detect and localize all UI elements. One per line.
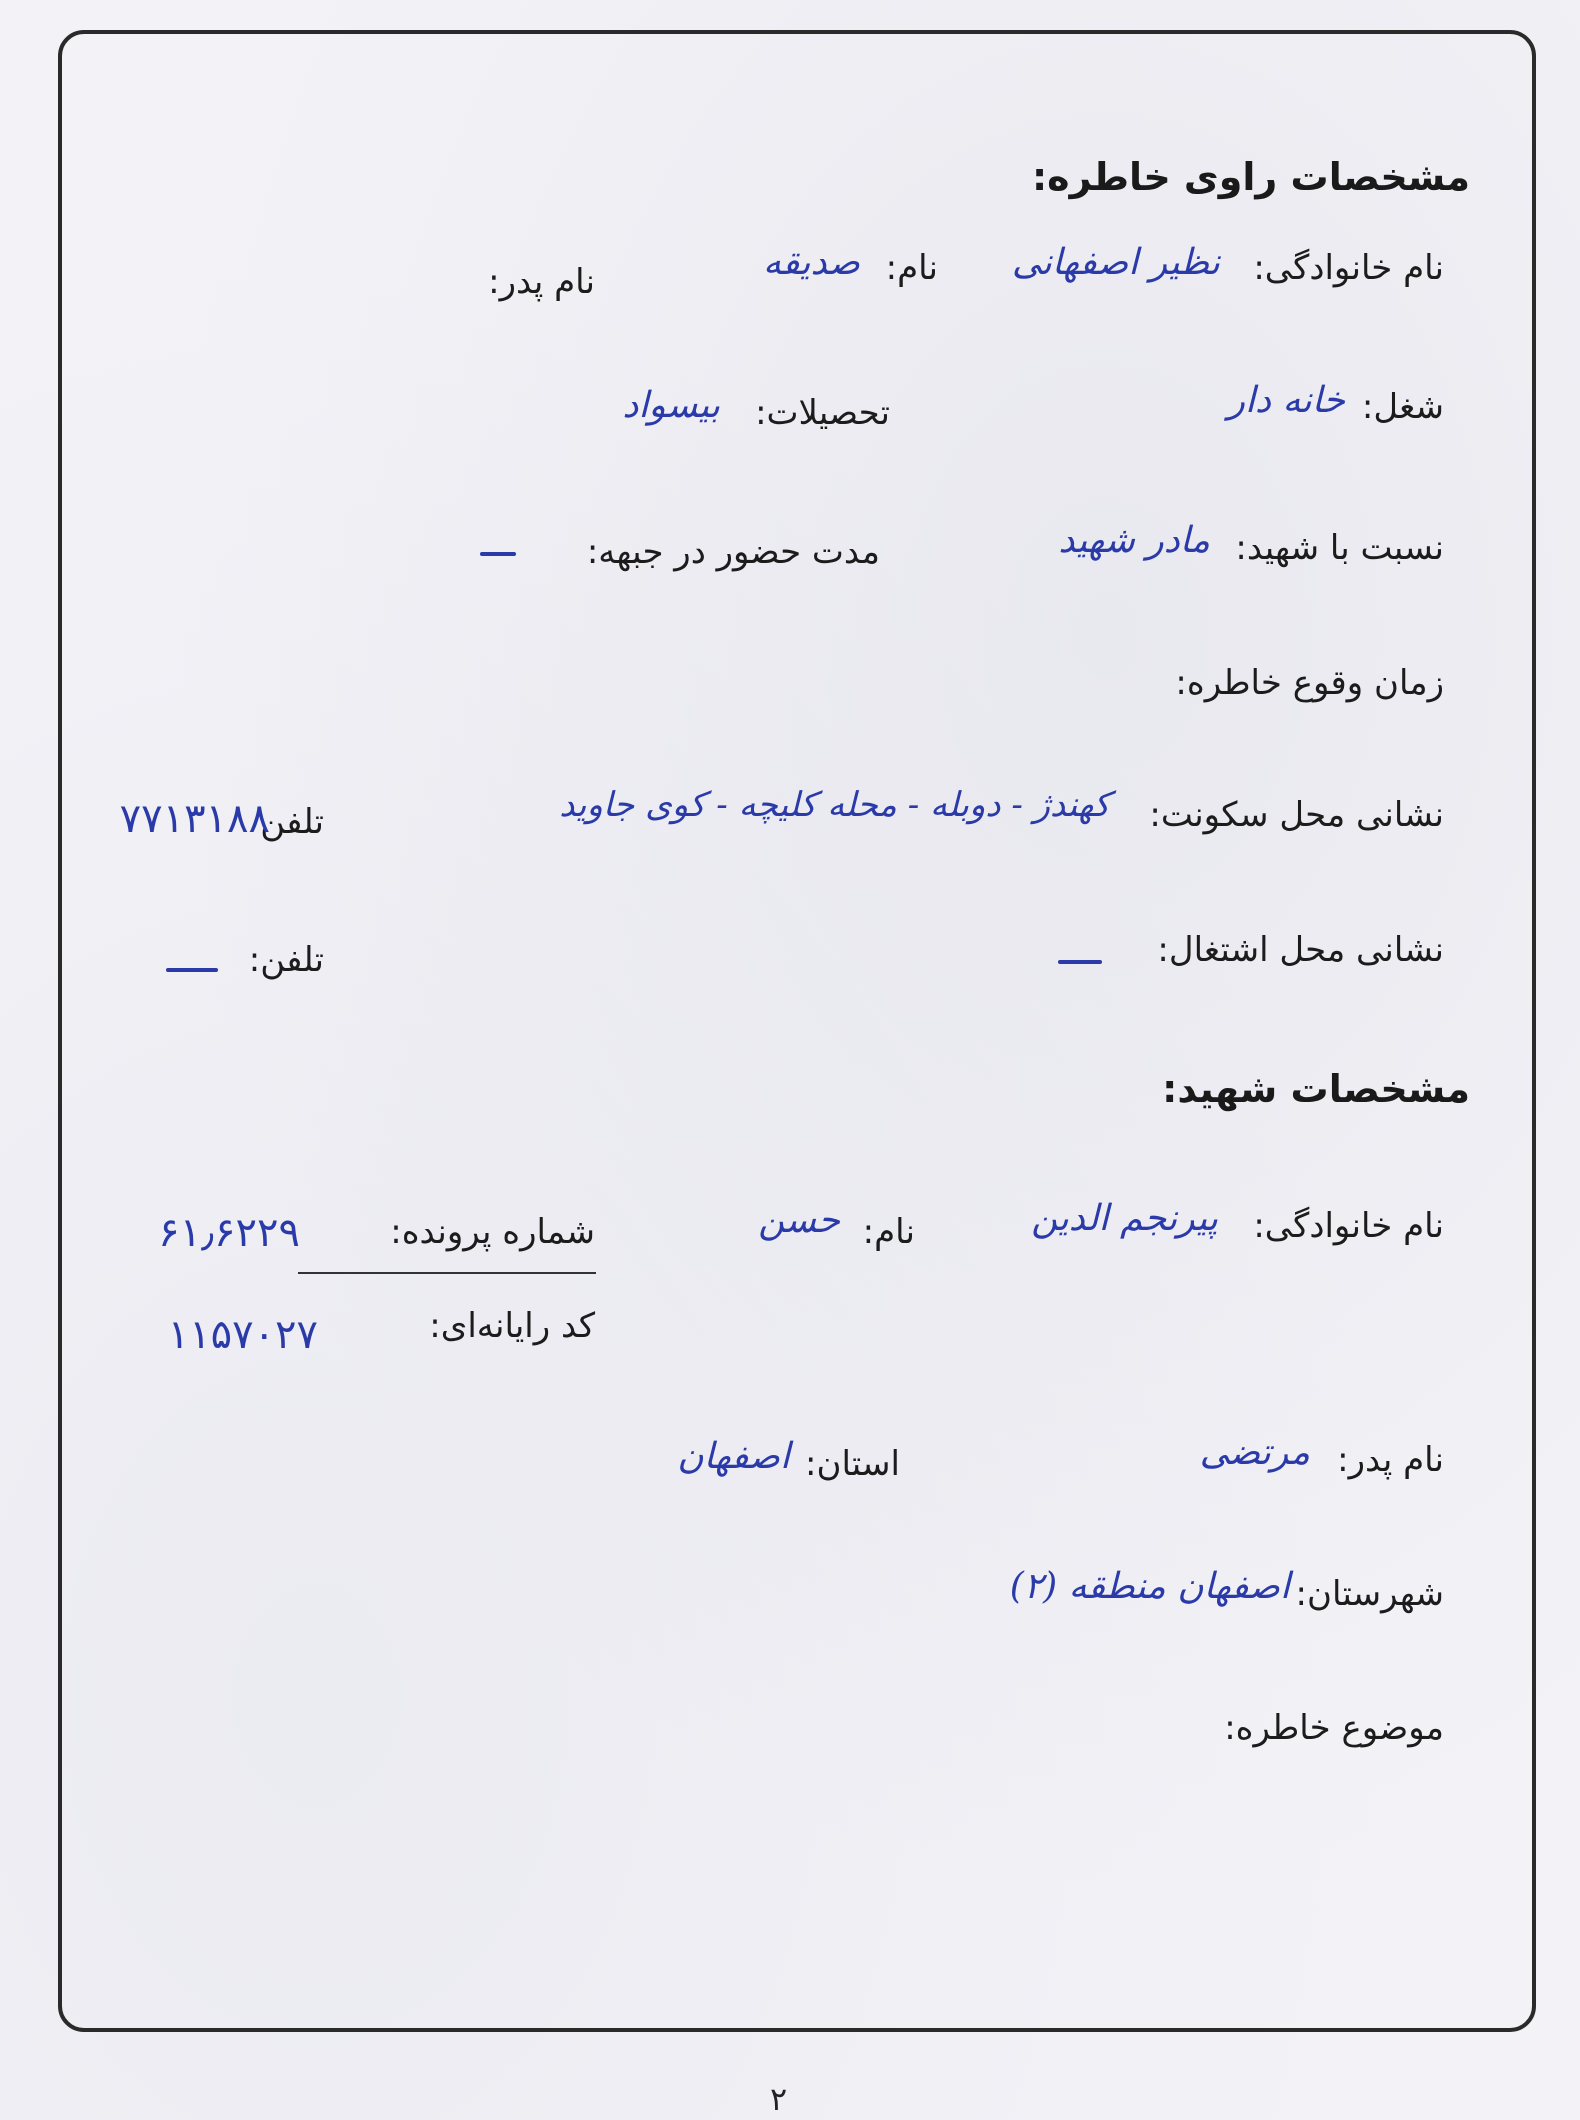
narrator-residence-value: کهندژ - دوبله - محله کلیچه - کوی جاوید bbox=[559, 785, 1110, 825]
narrator-relation-label: نسبت با شهید: bbox=[1235, 528, 1444, 568]
martyr-file-number-underline bbox=[298, 1272, 596, 1274]
martyr-file-number-value: ۶۱٫۶۲۲۹ bbox=[158, 1210, 300, 1256]
martyr-province-label: استان: bbox=[805, 1444, 900, 1484]
narrator-father-name-label: نام پدر: bbox=[488, 262, 595, 302]
narrator-residence-label: نشانی محل سکونت: bbox=[1149, 795, 1444, 835]
martyr-family-name-value: پیرنجم الدین bbox=[1031, 1198, 1218, 1239]
martyr-father-name-value: مرتضی bbox=[1199, 1432, 1310, 1473]
martyr-computer-code-label: کد رایانه‌ای: bbox=[429, 1306, 595, 1346]
martyr-first-name-label: نام: bbox=[862, 1212, 915, 1252]
martyr-file-number-label: شماره پرونده: bbox=[390, 1212, 595, 1252]
narrator-relation-value: مادر شهید bbox=[1058, 520, 1210, 561]
narrator-work-phone-label: تلفن: bbox=[248, 940, 324, 980]
narrator-first-name-label: نام: bbox=[885, 248, 938, 288]
narrator-family-name-value: نظیر اصفهانی bbox=[1011, 242, 1220, 283]
martyr-first-name-value: حسن bbox=[758, 1200, 840, 1241]
martyr-province-value: اصفهان bbox=[677, 1436, 790, 1477]
narrator-heading: مشخصات راوی خاطره: bbox=[1031, 155, 1470, 199]
martyr-county-value: اصفهان منطقه (۲) bbox=[1009, 1566, 1290, 1607]
narrator-job-value: خانه دار bbox=[1227, 380, 1345, 421]
narrator-work-address-dash bbox=[1058, 960, 1102, 964]
martyr-county-label: شهرستان: bbox=[1295, 1574, 1444, 1614]
narrator-family-name-label: نام خانوادگی: bbox=[1253, 248, 1444, 288]
martyr-heading: مشخصات شهید: bbox=[1162, 1067, 1470, 1111]
narrator-front-duration-dash bbox=[480, 552, 516, 556]
martyr-family-name-label: نام خانوادگی: bbox=[1253, 1206, 1444, 1246]
martyr-father-name-label: نام پدر: bbox=[1337, 1440, 1444, 1480]
narrator-work-phone-dash bbox=[166, 968, 218, 972]
narrator-phone-value: ۷۷۱۳۱۸۸ bbox=[119, 796, 270, 842]
narrator-memory-time-label: زمان وقوع خاطره: bbox=[1175, 663, 1444, 703]
narrator-education-value: بیسواد bbox=[622, 385, 720, 426]
page-number: ۲ bbox=[770, 2080, 788, 2118]
martyr-computer-code-value: ۱۱۵۷۰۲۷ bbox=[167, 1312, 318, 1358]
narrator-first-name-value: صدیقه bbox=[763, 242, 860, 283]
narrator-front-duration-label: مدت حضور در جبهه: bbox=[586, 532, 880, 572]
narrator-job-label: شغل: bbox=[1361, 387, 1444, 427]
narrator-phone-label: تلفن bbox=[260, 802, 324, 842]
narrator-work-address-label: نشانی محل اشتغال: bbox=[1157, 930, 1444, 970]
martyr-memory-subject-label: موضوع خاطره: bbox=[1224, 1708, 1444, 1748]
narrator-education-label: تحصیلات: bbox=[755, 393, 890, 433]
